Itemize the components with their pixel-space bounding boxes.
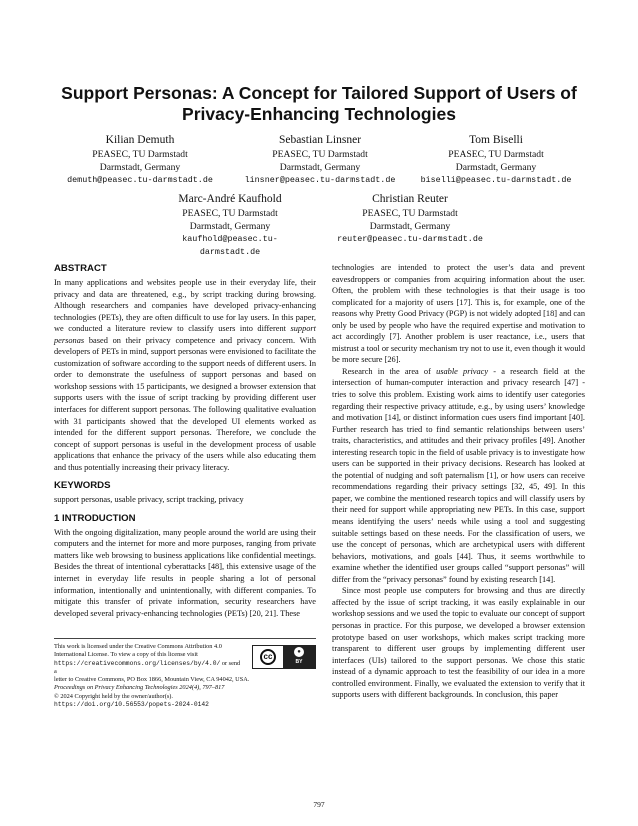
author-affiliation: PEASEC, TU Darmstadt [272,149,368,160]
license-link[interactable]: https://creativecommons.org/licenses/by/4.0/ [54,659,221,667]
author-affiliation: PEASEC, TU Darmstadt [92,149,188,160]
paragraph: Since most people use computers for browsing and thus are directly affected by the issue of script tracking, it was easily explainable in our workshop sessions and we used the topic to evaluate our concept of support personas in practice. For this purpose, we developed a browser extension prototype based on user workshops, which makes script tracking more transparent to different user groups by implementing different user interfaces (UIs) tailored to the support personas. We chose this static instead of a dynamic approach to test the feasibility of our idea in a more controlled environment. Finally, we evaluated the extension to verify that it supports users with different backgrounds. In conclusion, this paper [332,586,585,700]
right-column [332,262,585,701]
author-affiliation: PEASEC, TU Darmstadt [182,208,278,219]
copyright-line: © 2024 Copyright held by the owner/author(s). [54,692,173,700]
introduction-text: With the ongoing digitalization, many people around the world are using their computers and the internet for more and more purposes, ranging from private matters like web browsing to business applications like confidential meetings. Besides the threat of intentional cyberattacks [48], this extensive usage of the internet in everyday life results in people sharing a lot of personal information, intentionally and unintentionally, with different companies. To mitigate this transfer of private information, security researchers have developed several privacy-enhancing technologies (PETs) [20, 21]. These [54,527,316,618]
author-name: Marc-André Kaufhold [178,193,282,205]
page-number: 797 [313,800,325,809]
by-label: BY [295,659,303,666]
license-address: letter to Creative Commons, PO Box 1866, Mountain View, CA 94042, USA. [54,676,250,684]
author-name: Tom Biselli [469,134,523,146]
keywords-text: support personas, usable privacy, script tracking, privacy [54,495,244,505]
keywords-heading: KEYWORDS [54,480,111,492]
author-email[interactable]: biselli@peasec.tu-darmstadt.de [420,175,572,185]
paragraph: Research in the area of usable privacy - a research field at the intersection of human-computer interaction and privacy research [47] - tries to solve this problem. Existing work aims to identify user categories regarding their respective privacy attitude, e.g., by using users’ knowledge and motivation [14], or distinct information cues users find important [40]. Further research has tried to find semantic relationships between users’ traits, characteristics, and attitudes and their privacy profiles [49]. Another interesting research topic in the field of usable privacy is to investigate how users can be supported in their privacy decisions. Research has looked at the potential of nudging and soft paternalism [1], or how users can receive recommendations regarding their privacy settings [32, 45, 49]. In this paper, we combine the mentioned research topics and will classify users by their need for support while appropriating new PETs. In this case, support means identifying the users’ needs while using a tool and suggesting suitable settings based on these needs. For the classification of users, we use the concept of personas, which are archetypical users with different behaviors, motivations, and goals [44]. Thus, it seems worthwhile to examine whether the identified user groups called “support personas” will differ from the “privacy personas” found by existing research [14]. [332,366,585,584]
cc-by-badge[interactable] [252,645,316,669]
introduction-heading: 1 INTRODUCTION [54,512,136,524]
author-name: Sebastian Linsner [278,134,362,146]
author-location: Darmstadt, Germany [99,162,181,173]
proceedings-line: Proceedings on Privacy Enhancing Technologies 2024(4), 797–817 [54,684,225,692]
person-icon: ● [294,647,304,657]
abstract-text: In many applications and websites people use in their everyday life, their privacy and data are threatened, e.g., by script tracking during browsing. Although researchers and companies have developed privacy-enhancing technologies (PETs), they are often difficult to use for lay users. In this paper, we conducted a literature review to classify users into different support personas based on their privacy competence and privacy concern. With developers of PETs in mind, support personas were envisioned to facilitate the customization of software according to the support needs of different users. In order to demonstrate the usefulness of support personas and based on workshop sessions with 15 participants, we designed a browser extension that supports users with the issue of script tracking by providing different user interfaces for different support personas. The following qualitative evaluation with 31 participants showed that the developed UI elements worked as intended for the different support personas. Therefore, we conclude the concept of support personas is useful in the development process of usable applications that enhance the privacy of the users while also educating them and thus potentially increasing their privacy literacy. [54,278,316,472]
abstract-heading: ABSTRACT [54,263,107,274]
author-location: Darmstadt, Germany [189,221,271,232]
cc-icon: cc [260,649,276,665]
license-footnote [54,638,316,709]
author-affiliation: PEASEC, TU Darmstadt [362,208,458,219]
author-email[interactable]: reuter@peasec.tu-darmstadt.de [337,234,483,244]
paragraph: technologies are intended to protect the user’s data and prevent eavesdroppers or companies from acquiring information about the user. Often, the problem with these technologies is that their usage is too complicated for a majority of users [17]. This is, for example, one of the reasons why Pretty Good Privacy (PGP) is not widely adopted [18] and can only be used by people who have the required expertise and motivation to act accordingly [7]. Another problem is user reactance, i.e., users that mistrust a tool or security mechanism try not to use it, even though it would be more secure [26]. [332,263,585,365]
author-block [240,133,400,187]
author-name: Kilian Demuth [105,134,175,146]
author-affiliation: PEASEC, TU Darmstadt [448,149,544,160]
license-text: This work is licensed under the Creative Commons Attribution 4.0 International License. To view a copy of this license visit https://creativecommons.org/licenses/by/4.0/ or send a [54,643,241,675]
author-email[interactable]: kaufhold@peasec.tu-darmstadt.de [182,234,278,257]
left-column [54,262,316,619]
author-block [320,192,500,246]
author-location: Darmstadt, Germany [279,162,361,173]
author-block [160,192,300,259]
author-name: Christian Reuter [372,193,448,205]
author-block [414,133,578,187]
paper-title: Support Personas: A Concept for Tailored Support of Users of Privacy-Enhancing Technologies [61,83,577,124]
doi-link[interactable]: https://doi.org/10.56553/popets-2024-0142 [54,701,209,709]
author-block [60,133,220,187]
author-location: Darmstadt, Germany [369,221,451,232]
author-email[interactable]: demuth@peasec.tu-darmstadt.de [67,175,213,185]
author-location: Darmstadt, Germany [455,162,537,173]
author-email[interactable]: linsner@peasec.tu-darmstadt.de [244,175,396,185]
